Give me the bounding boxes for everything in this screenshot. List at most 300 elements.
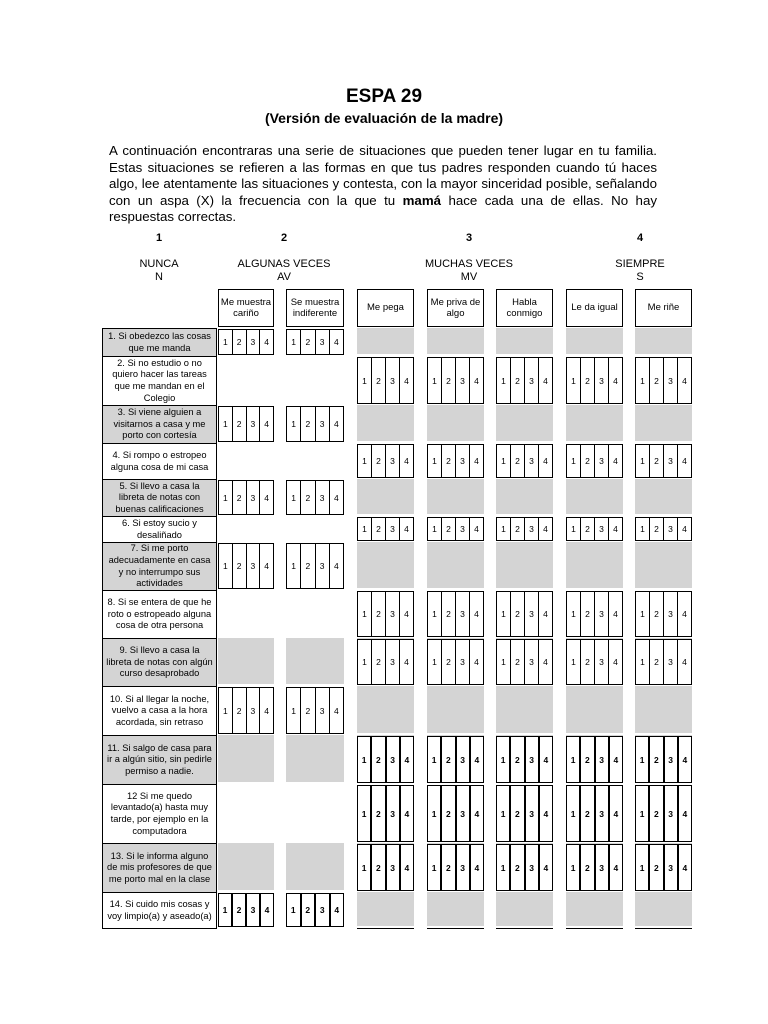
- option-3[interactable]: 3: [594, 592, 608, 636]
- page-title: ESPA 29: [345, 86, 423, 107]
- option-1[interactable]: 1: [291, 419, 296, 429]
- option-3[interactable]: 3: [385, 518, 399, 540]
- answer-options-me-rine: [635, 736, 692, 783]
- option-3[interactable]: 3: [246, 688, 260, 733]
- option-1[interactable]: 1: [361, 808, 367, 819]
- inactive-cell: [566, 892, 623, 926]
- option-4[interactable]: 4: [399, 445, 413, 477]
- option-2[interactable]: 2: [371, 640, 385, 684]
- option-3[interactable]: 3: [385, 845, 399, 890]
- option-1[interactable]: 1: [639, 862, 645, 873]
- option-4[interactable]: 4: [399, 640, 413, 684]
- question-cell: 12 Si me quedo levantado(a) hasta muy tarde, por ejemplo en la computadora: [102, 784, 217, 844]
- option-1[interactable]: 1: [570, 808, 576, 819]
- option-4[interactable]: 4: [677, 786, 691, 841]
- option-1[interactable]: 1: [570, 862, 576, 873]
- option-3[interactable]: 3: [594, 518, 608, 540]
- inactive-cell: [496, 542, 553, 588]
- inactive-cell: [427, 892, 484, 926]
- option-1[interactable]: 1: [640, 456, 645, 466]
- option-3[interactable]: 3: [594, 786, 608, 841]
- option-3[interactable]: 3: [524, 358, 538, 403]
- option-4[interactable]: 4: [608, 518, 622, 540]
- option-1[interactable]: 1: [432, 609, 437, 619]
- option-4[interactable]: 4: [329, 481, 343, 514]
- option-3[interactable]: 3: [246, 330, 260, 354]
- option-1[interactable]: 1: [291, 705, 296, 716]
- option-4[interactable]: 4: [608, 737, 622, 782]
- option-2[interactable]: 2: [649, 358, 663, 403]
- option-3[interactable]: 3: [455, 518, 469, 540]
- option-4[interactable]: 4: [608, 592, 622, 636]
- option-2[interactable]: 2: [440, 786, 454, 841]
- inactive-cell: [566, 686, 623, 733]
- answer-options-me-rine: [635, 444, 692, 478]
- option-4[interactable]: 4: [608, 640, 622, 684]
- option-3[interactable]: 3: [594, 445, 608, 477]
- option-4[interactable]: 4: [538, 786, 552, 841]
- answer-options-se-muestra-indiferente: [286, 480, 344, 515]
- option-4[interactable]: 4: [329, 407, 343, 441]
- option-2[interactable]: 2: [370, 845, 384, 890]
- answer-options-me-rine: [635, 785, 692, 842]
- answer-options-me-pega: [357, 736, 414, 783]
- option-1[interactable]: 1: [362, 657, 367, 667]
- option-3[interactable]: 3: [314, 894, 329, 926]
- option-2[interactable]: 2: [232, 481, 246, 514]
- scale-number-3: 3: [465, 232, 473, 244]
- option-2[interactable]: 2: [300, 481, 314, 514]
- option-3[interactable]: 3: [524, 518, 538, 540]
- inactive-cell: [635, 542, 692, 588]
- question-cell: 9. Si llevo a casa la libreta de notas con algún curso desaprobado: [102, 638, 217, 687]
- option-2[interactable]: 2: [371, 358, 385, 403]
- option-1[interactable]: 1: [640, 657, 645, 667]
- inactive-cell: [286, 638, 344, 684]
- option-1[interactable]: 1: [571, 456, 576, 466]
- instructions-paragraph: [109, 143, 657, 226]
- option-1[interactable]: 1: [571, 657, 576, 667]
- option-2[interactable]: 2: [510, 640, 524, 684]
- option-2[interactable]: 2: [300, 330, 314, 354]
- option-2[interactable]: 2: [510, 518, 524, 540]
- option-2[interactable]: 2: [300, 688, 314, 733]
- option-2[interactable]: 2: [441, 358, 455, 403]
- option-4[interactable]: 4: [469, 358, 483, 403]
- inactive-cell: [427, 686, 484, 733]
- option-3[interactable]: 3: [663, 737, 677, 782]
- option-2[interactable]: 2: [300, 407, 314, 441]
- answer-options-se-muestra-indiferente: [286, 687, 344, 734]
- option-1[interactable]: 1: [639, 754, 645, 765]
- option-4[interactable]: 4: [677, 445, 691, 477]
- option-4[interactable]: 4: [538, 445, 552, 477]
- option-4[interactable]: 4: [469, 592, 483, 636]
- option-2[interactable]: 2: [440, 737, 454, 782]
- option-1[interactable]: 1: [500, 754, 506, 765]
- answer-options-me-muestra-carino: [218, 406, 274, 442]
- option-1[interactable]: 1: [431, 862, 437, 873]
- option-4[interactable]: 4: [677, 592, 691, 636]
- option-3[interactable]: 3: [385, 737, 399, 782]
- inactive-cell: [566, 479, 623, 514]
- inactive-cell: [357, 542, 414, 588]
- option-1[interactable]: 1: [223, 419, 228, 429]
- option-4[interactable]: 4: [329, 688, 343, 733]
- option-4[interactable]: 4: [538, 358, 552, 403]
- option-4[interactable]: 4: [399, 518, 413, 540]
- option-3[interactable]: 3: [524, 737, 538, 782]
- inactive-cell: [496, 892, 553, 926]
- option-2[interactable]: 2: [371, 445, 385, 477]
- answer-options-me-muestra-carino: [218, 687, 274, 734]
- option-2[interactable]: 2: [648, 786, 662, 841]
- option-2[interactable]: 2: [232, 688, 246, 733]
- option-4[interactable]: 4: [399, 592, 413, 636]
- option-2[interactable]: 2: [509, 845, 523, 890]
- option-3[interactable]: 3: [594, 358, 608, 403]
- option-3[interactable]: 3: [524, 845, 538, 890]
- option-3[interactable]: 3: [663, 445, 677, 477]
- inactive-cell: [635, 479, 692, 514]
- option-1[interactable]: 1: [500, 862, 506, 873]
- option-3[interactable]: 3: [524, 786, 538, 841]
- option-2[interactable]: 2: [510, 592, 524, 636]
- answer-options-se-muestra-indiferente: [286, 329, 344, 355]
- scale-number-4: 4: [636, 232, 644, 244]
- option-4[interactable]: 4: [538, 518, 552, 540]
- answer-options-me-muestra-carino: [218, 329, 274, 355]
- option-3[interactable]: 3: [455, 358, 469, 403]
- option-3[interactable]: 3: [385, 445, 399, 477]
- inactive-cell: [218, 638, 274, 684]
- answer-options-me-pega: [357, 844, 414, 891]
- option-4[interactable]: 4: [259, 330, 273, 354]
- option-4[interactable]: 4: [677, 845, 691, 890]
- option-4[interactable]: 4: [538, 845, 552, 890]
- option-4[interactable]: 4: [259, 894, 273, 926]
- column-header-me-priva-de-algo: Me priva de algo: [427, 289, 484, 327]
- option-1[interactable]: 1: [571, 609, 576, 619]
- option-2[interactable]: 2: [232, 544, 246, 588]
- option-4[interactable]: 4: [677, 737, 691, 782]
- question-cell: 6. Si estoy sucio y desaliñado: [102, 516, 217, 543]
- inactive-cell: [496, 686, 553, 733]
- option-3[interactable]: 3: [524, 445, 538, 477]
- option-1[interactable]: 1: [432, 524, 437, 534]
- page-subtitle: (Versión de evaluación de la madre): [264, 110, 504, 126]
- option-4[interactable]: 4: [469, 445, 483, 477]
- option-3[interactable]: 3: [455, 845, 469, 890]
- inactive-cell: [427, 479, 484, 514]
- option-4[interactable]: 4: [608, 845, 622, 890]
- answer-options-le-da-igual: [566, 785, 623, 842]
- option-3[interactable]: 3: [385, 592, 399, 636]
- option-3[interactable]: 3: [594, 845, 608, 890]
- option-2[interactable]: 2: [510, 358, 524, 403]
- answer-options-le-da-igual: [566, 639, 623, 685]
- option-4[interactable]: 4: [538, 592, 552, 636]
- scale-label-4: [570, 258, 710, 284]
- option-4[interactable]: 4: [469, 737, 483, 782]
- column-header-me-muestra-carino: Me muestra cariño: [218, 289, 274, 327]
- inactive-cell: [357, 892, 414, 926]
- option-3[interactable]: 3: [663, 518, 677, 540]
- option-2[interactable]: 2: [441, 445, 455, 477]
- option-4[interactable]: 4: [399, 737, 413, 782]
- option-2[interactable]: 2: [300, 894, 315, 926]
- scale-label-text: MUCHAS VECES: [424, 258, 514, 270]
- inactive-cell: [566, 328, 623, 354]
- option-1[interactable]: 1: [501, 524, 506, 534]
- inactive-cell: [357, 479, 414, 514]
- option-3[interactable]: 3: [246, 481, 260, 514]
- option-3[interactable]: 3: [455, 737, 469, 782]
- inactive-cell: [635, 686, 692, 733]
- option-2[interactable]: 2: [649, 518, 663, 540]
- inactive-cell: [218, 843, 274, 890]
- answer-options-se-muestra-indiferente: [286, 406, 344, 442]
- inactive-cell: [427, 328, 484, 354]
- option-2[interactable]: 2: [509, 786, 523, 841]
- instructions-emphasis: mamá: [402, 192, 442, 208]
- answer-options-me-priva-de-algo: [427, 357, 484, 404]
- option-1[interactable]: 1: [223, 561, 228, 571]
- option-2[interactable]: 2: [441, 592, 455, 636]
- option-1[interactable]: 1: [223, 705, 228, 716]
- option-1[interactable]: 1: [291, 337, 296, 347]
- option-3[interactable]: 3: [385, 358, 399, 403]
- inactive-cell: [635, 405, 692, 441]
- option-1[interactable]: 1: [362, 456, 367, 466]
- option-2[interactable]: 2: [648, 845, 662, 890]
- option-1[interactable]: 1: [362, 609, 367, 619]
- question-cell: 13. Si le informa alguno de mis profesores de que me porto mal en la clase: [102, 843, 217, 893]
- option-1[interactable]: 1: [362, 375, 367, 386]
- option-1[interactable]: 1: [432, 657, 437, 667]
- answer-options-me-pega: [357, 444, 414, 478]
- question-cell: 4. Si rompo o estropeo alguna cosa de mi casa: [102, 443, 217, 480]
- bottom-line: [496, 928, 553, 929]
- option-1[interactable]: 1: [640, 609, 645, 619]
- option-2[interactable]: 2: [579, 737, 593, 782]
- question-cell: 1. Si obedezco las cosas que me manda: [102, 328, 217, 357]
- option-2[interactable]: 2: [649, 640, 663, 684]
- option-3[interactable]: 3: [315, 544, 329, 588]
- option-1[interactable]: 1: [432, 456, 437, 466]
- inactive-cell: [496, 479, 553, 514]
- option-4[interactable]: 4: [259, 481, 273, 514]
- option-2[interactable]: 2: [440, 845, 454, 890]
- option-1[interactable]: 1: [570, 754, 576, 765]
- option-3[interactable]: 3: [246, 544, 260, 588]
- answer-options-me-rine: [635, 639, 692, 685]
- option-4[interactable]: 4: [259, 544, 273, 588]
- answer-options-me-pega: [357, 785, 414, 842]
- option-1[interactable]: 1: [361, 862, 367, 873]
- bottom-line: [357, 928, 414, 929]
- option-1[interactable]: 1: [223, 492, 228, 503]
- option-3[interactable]: 3: [455, 786, 469, 841]
- option-4[interactable]: 4: [608, 358, 622, 403]
- answer-options-me-pega: [357, 639, 414, 685]
- option-3[interactable]: 3: [455, 640, 469, 684]
- scale-label-1: [89, 258, 229, 284]
- option-4[interactable]: 4: [677, 640, 691, 684]
- answer-options-me-pega: [357, 517, 414, 541]
- bottom-line: [566, 928, 623, 929]
- option-3[interactable]: 3: [663, 592, 677, 636]
- option-1[interactable]: 1: [291, 561, 296, 571]
- option-2[interactable]: 2: [580, 518, 594, 540]
- answer-options-me-priva-de-algo: [427, 517, 484, 541]
- column-header-le-da-igual: Le da igual: [566, 289, 623, 327]
- option-3[interactable]: 3: [315, 688, 329, 733]
- option-2[interactable]: 2: [649, 592, 663, 636]
- bottom-line: [635, 928, 692, 929]
- question-cell: 5. Si llevo a casa la libreta de notas con buenas calificaciones: [102, 479, 217, 517]
- option-3[interactable]: 3: [663, 845, 677, 890]
- option-3[interactable]: 3: [524, 640, 538, 684]
- answer-options-habla-conmigo: [496, 357, 553, 404]
- answer-options-me-rine: [635, 591, 692, 637]
- option-3[interactable]: 3: [455, 445, 469, 477]
- option-2[interactable]: 2: [232, 330, 246, 354]
- option-2[interactable]: 2: [300, 544, 314, 588]
- option-3[interactable]: 3: [663, 640, 677, 684]
- option-4[interactable]: 4: [469, 640, 483, 684]
- option-1[interactable]: 1: [639, 808, 645, 819]
- option-3[interactable]: 3: [594, 737, 608, 782]
- option-4[interactable]: 4: [329, 330, 343, 354]
- option-2[interactable]: 2: [579, 786, 593, 841]
- option-3[interactable]: 3: [663, 358, 677, 403]
- option-1[interactable]: 1: [432, 375, 437, 386]
- scale-label-text: ALGUNAS VECES: [237, 258, 331, 270]
- option-4[interactable]: 4: [677, 358, 691, 403]
- option-4[interactable]: 4: [469, 845, 483, 890]
- option-2[interactable]: 2: [649, 445, 663, 477]
- option-2[interactable]: 2: [509, 737, 523, 782]
- scale-label-2: [214, 258, 354, 284]
- scale-number-2: 2: [280, 232, 288, 244]
- option-1[interactable]: 1: [640, 524, 645, 534]
- inactive-cell: [427, 542, 484, 588]
- option-3[interactable]: 3: [385, 640, 399, 684]
- option-2[interactable]: 2: [232, 407, 246, 441]
- option-1[interactable]: 1: [223, 337, 228, 347]
- answer-options-me-muestra-carino: [218, 480, 274, 515]
- answer-options-me-rine: [635, 517, 692, 541]
- option-2[interactable]: 2: [371, 592, 385, 636]
- column-header-habla-conmigo: Habla conmigo: [496, 289, 553, 327]
- answer-options-habla-conmigo: [496, 591, 553, 637]
- option-4[interactable]: 4: [469, 518, 483, 540]
- option-2[interactable]: 2: [441, 640, 455, 684]
- answer-options-le-da-igual: [566, 591, 623, 637]
- option-4[interactable]: 4: [399, 845, 413, 890]
- option-1[interactable]: 1: [501, 657, 506, 667]
- option-4[interactable]: 4: [608, 445, 622, 477]
- option-3[interactable]: 3: [663, 786, 677, 841]
- option-4[interactable]: 4: [538, 737, 552, 782]
- question-cell: 8. Si se entera de que he roto o estropeado alguna cosa de otra persona: [102, 590, 217, 639]
- option-2[interactable]: 2: [580, 358, 594, 403]
- option-1[interactable]: 1: [571, 375, 576, 386]
- option-4[interactable]: 4: [538, 640, 552, 684]
- option-4[interactable]: 4: [329, 544, 343, 588]
- option-4[interactable]: 4: [399, 358, 413, 403]
- option-2[interactable]: 2: [370, 737, 384, 782]
- option-2[interactable]: 2: [580, 640, 594, 684]
- option-3[interactable]: 3: [246, 407, 260, 441]
- option-3[interactable]: 3: [455, 592, 469, 636]
- answer-options-me-priva-de-algo: [427, 591, 484, 637]
- option-3[interactable]: 3: [245, 894, 259, 926]
- inactive-cell: [566, 405, 623, 441]
- answer-options-le-da-igual: [566, 444, 623, 478]
- answer-options-me-pega: [357, 591, 414, 637]
- option-1[interactable]: 1: [431, 808, 437, 819]
- answer-options-habla-conmigo: [496, 844, 553, 891]
- option-1[interactable]: 1: [290, 905, 296, 915]
- answer-options-me-rine: [635, 844, 692, 891]
- option-2[interactable]: 2: [580, 592, 594, 636]
- option-2[interactable]: 2: [231, 894, 245, 926]
- option-1[interactable]: 1: [571, 524, 576, 534]
- option-2[interactable]: 2: [648, 737, 662, 782]
- option-1[interactable]: 1: [362, 524, 367, 534]
- option-2[interactable]: 2: [579, 845, 593, 890]
- inactive-cell: [427, 405, 484, 441]
- question-cell: 11. Si salgo de casa para ir a algún sitio, sin pedirle permiso a nadie.: [102, 735, 217, 785]
- inactive-cell: [357, 405, 414, 441]
- scale-number-1: 1: [155, 232, 163, 244]
- question-cell: 7. Si me porto adecuadamente en casa y no interrumpo sus actividades: [102, 542, 217, 591]
- option-1[interactable]: 1: [222, 905, 228, 915]
- option-4[interactable]: 4: [677, 518, 691, 540]
- option-1[interactable]: 1: [501, 609, 506, 619]
- option-2[interactable]: 2: [441, 518, 455, 540]
- option-1[interactable]: 1: [640, 375, 645, 386]
- option-4[interactable]: 4: [469, 786, 483, 841]
- instructions-text-end: hace cada una de ellas. No hay respuestas correctas.: [109, 192, 658, 224]
- option-3[interactable]: 3: [524, 592, 538, 636]
- option-3[interactable]: 3: [315, 407, 329, 441]
- option-4[interactable]: 4: [608, 786, 622, 841]
- option-1[interactable]: 1: [361, 754, 367, 765]
- option-2[interactable]: 2: [580, 445, 594, 477]
- option-2[interactable]: 2: [371, 518, 385, 540]
- option-1[interactable]: 1: [291, 492, 296, 503]
- option-3[interactable]: 3: [385, 786, 399, 841]
- option-2[interactable]: 2: [510, 445, 524, 477]
- option-1[interactable]: 1: [501, 456, 506, 466]
- option-1[interactable]: 1: [431, 754, 437, 765]
- option-3[interactable]: 3: [315, 330, 329, 354]
- option-4[interactable]: 4: [329, 894, 344, 926]
- option-2[interactable]: 2: [370, 786, 384, 841]
- option-3[interactable]: 3: [594, 640, 608, 684]
- question-cell: 2. Si no estudio o no quiero hacer las tareas que me mandan en el Colegio: [102, 356, 217, 406]
- option-4[interactable]: 4: [259, 688, 273, 733]
- option-3[interactable]: 3: [315, 481, 329, 514]
- option-4[interactable]: 4: [399, 786, 413, 841]
- option-4[interactable]: 4: [259, 407, 273, 441]
- answer-options-habla-conmigo: [496, 639, 553, 685]
- option-1[interactable]: 1: [501, 375, 506, 386]
- option-1[interactable]: 1: [500, 808, 506, 819]
